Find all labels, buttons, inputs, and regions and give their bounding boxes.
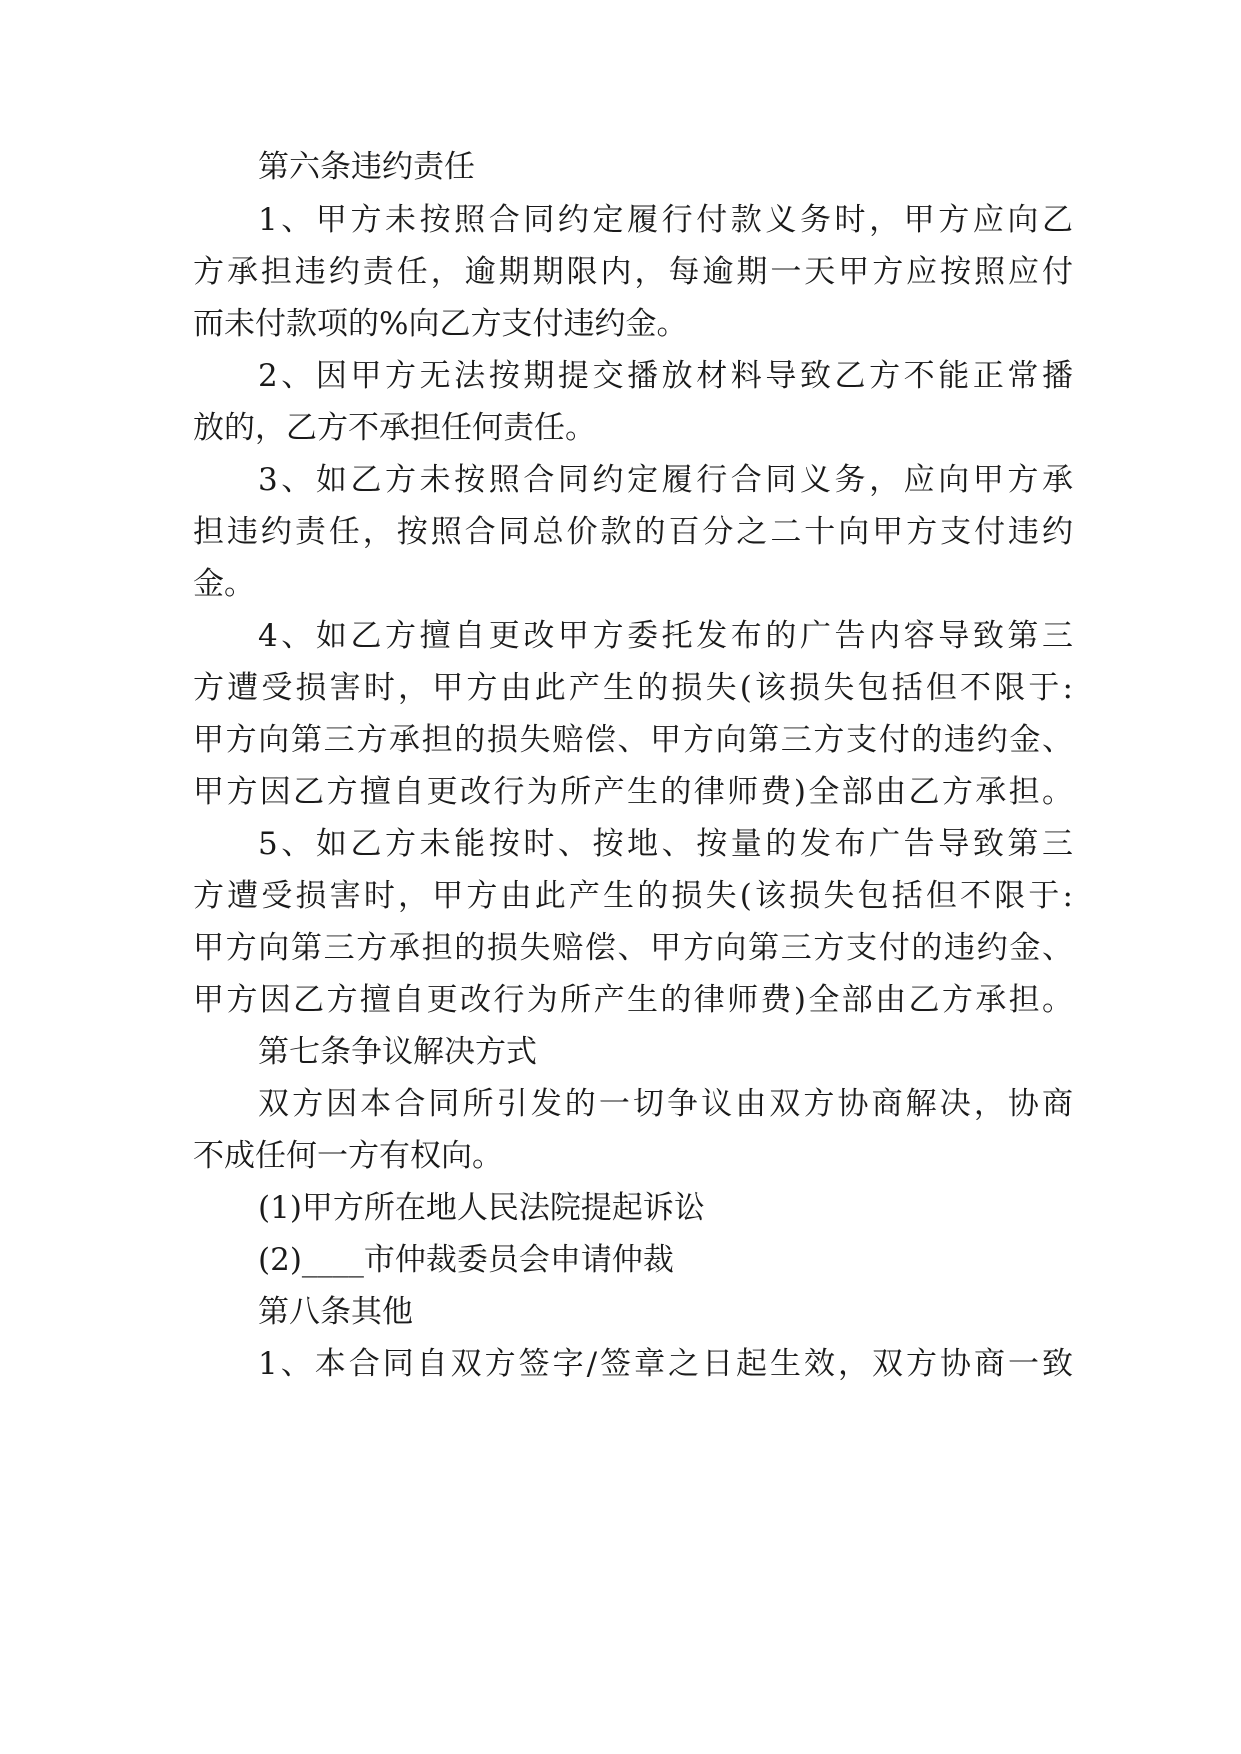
clause-6-5-line-2: 方遭受损害时，甲方由此产生的损失(该损失包括但不限于:: [193, 878, 1073, 914]
clause-6-5-line-1: 5、如乙方未能按时、按地、按量的发布广告导致第三: [258, 826, 1073, 862]
clause-8-1-line-1: 1、本合同自双方签字/签章之日起生效，双方协商一致: [258, 1346, 1073, 1382]
clause-6-1-line-2: 方承担违约责任，逾期期限内，每逾期一天甲方应按照应付: [193, 254, 1073, 290]
section-heading-6: 第六条违约责任: [258, 149, 475, 185]
clause-6-3-line-1: 3、如乙方未按照合同约定履行合同义务，应向甲方承: [258, 462, 1073, 498]
clause-7-line-1: 双方因本合同所引发的一切争议由双方协商解决，协商: [258, 1086, 1073, 1122]
clause-6-4-line-3: 甲方向第三方承担的损失赔偿、甲方向第三方支付的违约金、: [193, 722, 1073, 758]
clause-6-2-line-1: 2、因甲方无法按期提交播放材料导致乙方不能正常播: [258, 358, 1073, 394]
clause-6-1-line-1: 1、甲方未按照合同约定履行付款义务时，甲方应向乙: [258, 202, 1073, 238]
section-heading-7: 第七条争议解决方式: [258, 1034, 537, 1070]
clause-6-4-line-1: 4、如乙方擅自更改甲方委托发布的广告内容导致第三: [258, 618, 1073, 654]
clause-7-line-2: 不成任何一方有权向。: [193, 1138, 503, 1174]
clause-6-3-line-2: 担违约责任，按照合同总价款的百分之二十向甲方支付违约: [193, 514, 1073, 550]
section-heading-8: 第八条其他: [258, 1294, 413, 1330]
clause-6-3-line-3: 金。: [193, 566, 255, 602]
clause-6-5-line-4: 甲方因乙方擅自更改行为所产生的律师费)全部由乙方承担。: [193, 982, 1073, 1018]
clause-7-option-2: (2)____市仲裁委员会申请仲裁: [258, 1242, 674, 1278]
clause-7-option-1: (1)甲方所在地人民法院提起诉讼: [258, 1190, 705, 1226]
clause-6-2-line-2: 放的，乙方不承担任何责任。: [193, 410, 596, 446]
clause-6-1-line-3: 而未付款项的%向乙方支付违约金。: [193, 306, 688, 342]
clause-6-5-line-3: 甲方向第三方承担的损失赔偿、甲方向第三方支付的违约金、: [193, 930, 1073, 966]
clause-6-4-line-2: 方遭受损害时，甲方由此产生的损失(该损失包括但不限于:: [193, 670, 1073, 706]
clause-6-4-line-4: 甲方因乙方擅自更改行为所产生的律师费)全部由乙方承担。: [193, 774, 1073, 810]
